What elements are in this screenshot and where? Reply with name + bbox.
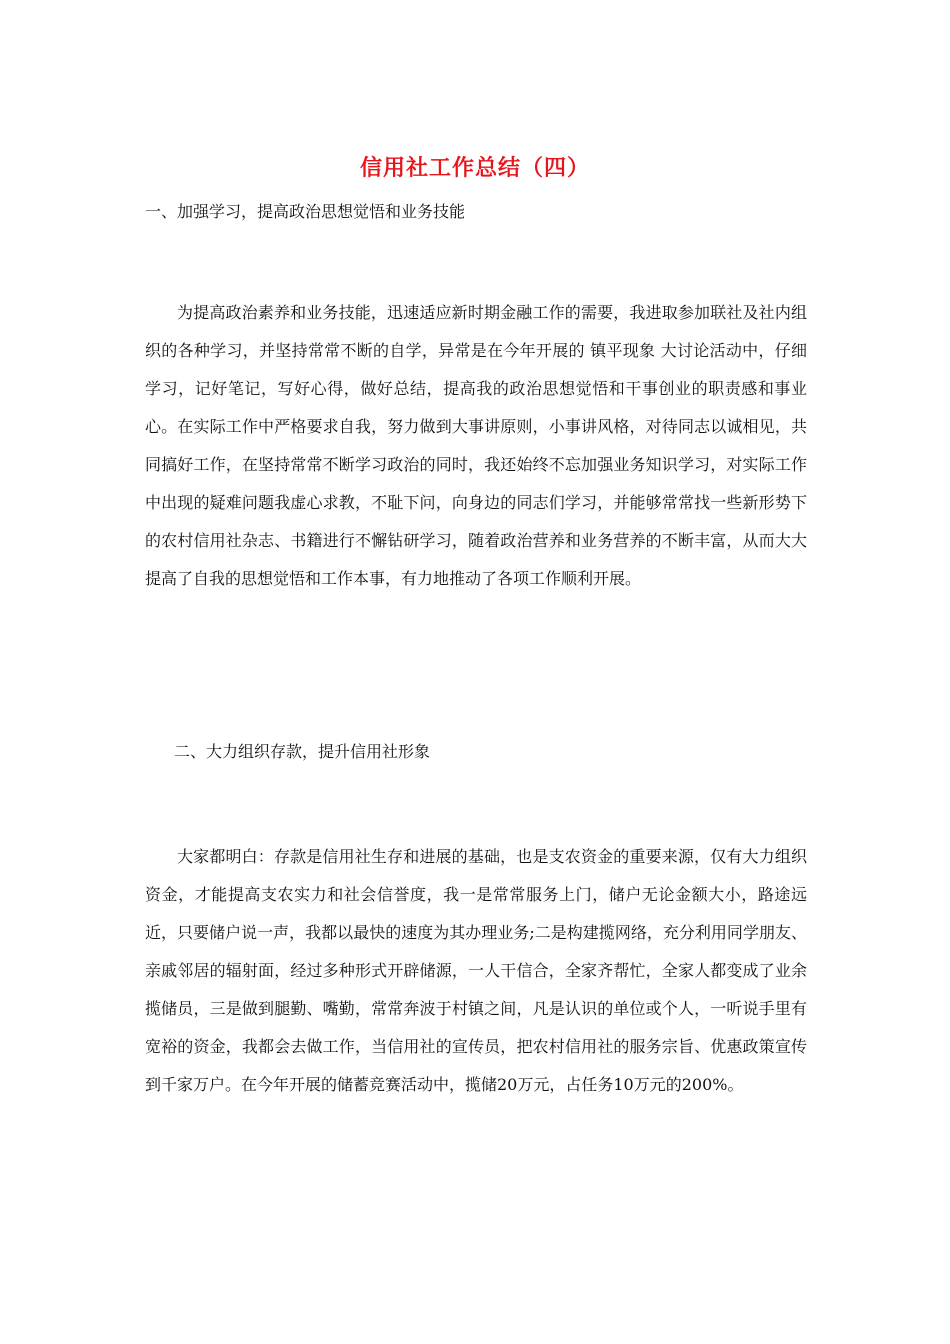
document-title: 信用社工作总结（四） [359,155,590,181]
section-2-paragraph: 大家都明白：存款是信用社生存和进展的基础，也是支农资金的重要来源，仅有大力组织资金，才能提高支农实力和社会信誉度，我一是常常服务上门，储户无论金额大小，路途远近，只要储户说一声，我都以最快的速度为其办理业务;二是构建揽网络，充分利用同学朋友、亲戚邻居的辐射面，经过多种形式开辟储源，一人干信合，全家齐帮忙，全家人都变成了业余揽储员，三是做到腿勤、嘴勤，常常奔波于村镇之间，凡是认识的单位或个人，一听说手里有宽裕的资金，我都会去做工作，当信用社的宣传员，把农村信用社的服务宗旨、优惠政策宣传到千家万户。在今年开展的储蓄竞赛活动中，揽储20万元，占任务10万元的200%。 [145,847,807,1094]
section-2-heading: 二、大力组织存款，提升信用社形象 [174,742,431,761]
section-1-heading: 一、加强学习，提高政治思想觉悟和业务技能 [145,202,466,221]
section-1-paragraph: 为提高政治素养和业务技能，迅速适应新时期金融工作的需要，我进取参加联社及社内组织的各种学习，并坚持常常不断的自学，异常是在今年开展的 镇平现象 大讨论活动中，仔细学习，记好笔记，写好心得，做好总结，提高我的政治思想觉悟和干事创业的职责感和事业心。在实际工作中严格要求自我，努力做到大事讲原则，小事讲风格，对待同志以诚相见，共同搞好工作，在坚持常常不断学习政治的同时，我还始终不忘加强业务知识学习，对实际工作中出现的疑难问题我虚心求教，不耻下问，向身边的同志们学习，并能够常常找一些新形势下的农村信用社杂志、书籍进行不懈钻研学习，随着政治营养和业务营养的不断丰富，从而大大提高了自我的思想觉悟和工作本事，有力地推动了各项工作顺利开展。 [145,303,807,588]
